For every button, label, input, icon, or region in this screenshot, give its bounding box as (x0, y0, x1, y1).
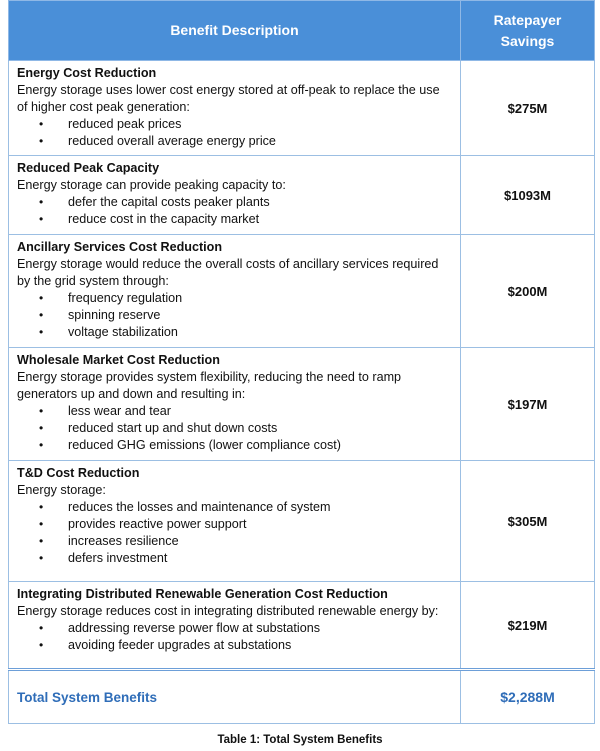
benefit-bullet-list (17, 499, 452, 567)
benefit-title: Energy Cost Reduction (17, 66, 157, 80)
benefit-text: Energy storage reduces cost in integrating distributed renewable energy by: (17, 604, 439, 618)
benefit-text: Energy storage uses lower cost energy stored at off-peak to replace the use of higher cost peak generation: (17, 83, 440, 114)
benefit-bullet-list (17, 116, 452, 150)
benefit-title: Wholesale Market Cost Reduction (17, 353, 220, 367)
benefit-bullet: • increases resilience (17, 533, 452, 550)
benefit-bullet: • avoiding feeder upgrades at substations (17, 637, 452, 654)
benefit-description-cell (9, 235, 461, 348)
table-row (9, 156, 595, 235)
total-value: $2,288M (461, 670, 595, 724)
benefit-bullet: • addressing reverse power flow at substations (17, 620, 452, 637)
savings-cell: $275M (461, 61, 595, 156)
benefit-bullet: • reduced peak prices (17, 116, 452, 133)
benefit-description-cell (9, 348, 461, 461)
savings-cell: $200M (461, 235, 595, 348)
benefit-bullet: • frequency regulation (17, 290, 452, 307)
header-savings-line1: Ratepayer (493, 11, 562, 28)
benefit-text: Energy storage can provide peaking capacity to: (17, 178, 286, 192)
benefit-bullet-list (17, 403, 452, 454)
benefit-bullet-list (17, 194, 452, 228)
table-header-row (9, 1, 595, 61)
table-row (9, 235, 595, 348)
benefit-bullet: • reduced overall average energy price (17, 133, 452, 150)
header-savings-line2: Savings (500, 32, 555, 49)
total-label: Total System Benefits (9, 670, 461, 724)
benefit-description-cell (9, 61, 461, 156)
savings-cell: $197M (461, 348, 595, 461)
benefit-bullet: • voltage stabilization (17, 324, 452, 341)
savings-cell: $305M (461, 461, 595, 582)
savings-cell: $1093M (461, 156, 595, 235)
table-row (9, 348, 595, 461)
header-benefit-description: Benefit Description (9, 1, 461, 61)
header-ratepayer-savings (461, 1, 595, 61)
benefit-title: T&D Cost Reduction (17, 466, 140, 480)
benefit-description-cell (9, 156, 461, 235)
benefit-title: Reduced Peak Capacity (17, 161, 160, 175)
benefit-bullet-list (17, 620, 452, 654)
benefit-text: Energy storage: (17, 483, 106, 497)
table-caption: Table 1: Total System Benefits (217, 734, 383, 746)
benefit-bullet: • reduce cost in the capacity market (17, 211, 452, 228)
benefit-title: Integrating Distributed Renewable Generation Cost Reduction (17, 587, 388, 601)
table-row (9, 461, 595, 582)
benefit-bullet: • provides reactive power support (17, 516, 452, 533)
benefit-text: Energy storage provides system flexibility, reducing the need to ramp generators up and down and resulting in: (17, 370, 402, 401)
benefits-table (8, 0, 595, 724)
benefit-text: Energy storage would reduce the overall costs of ancillary services required by the grid system through: (17, 257, 439, 288)
benefit-bullet: • reduces the losses and maintenance of system (17, 499, 452, 516)
table-row (9, 61, 595, 156)
benefit-bullet-list (17, 290, 452, 341)
total-row (9, 670, 595, 724)
benefit-bullet: • defers investment (17, 550, 452, 567)
benefit-bullet: • reduced start up and shut down costs (17, 420, 452, 437)
benefit-title: Ancillary Services Cost Reduction (17, 240, 223, 254)
benefit-bullet: • less wear and tear (17, 403, 452, 420)
benefit-bullet: • spinning reserve (17, 307, 452, 324)
benefit-bullet: • reduced GHG emissions (lower compliance cost) (17, 437, 452, 454)
table-row (9, 582, 595, 670)
benefit-description-cell (9, 461, 461, 582)
benefit-bullet: • defer the capital costs peaker plants (17, 194, 452, 211)
savings-cell: $219M (461, 582, 595, 670)
benefit-description-cell (9, 582, 461, 670)
